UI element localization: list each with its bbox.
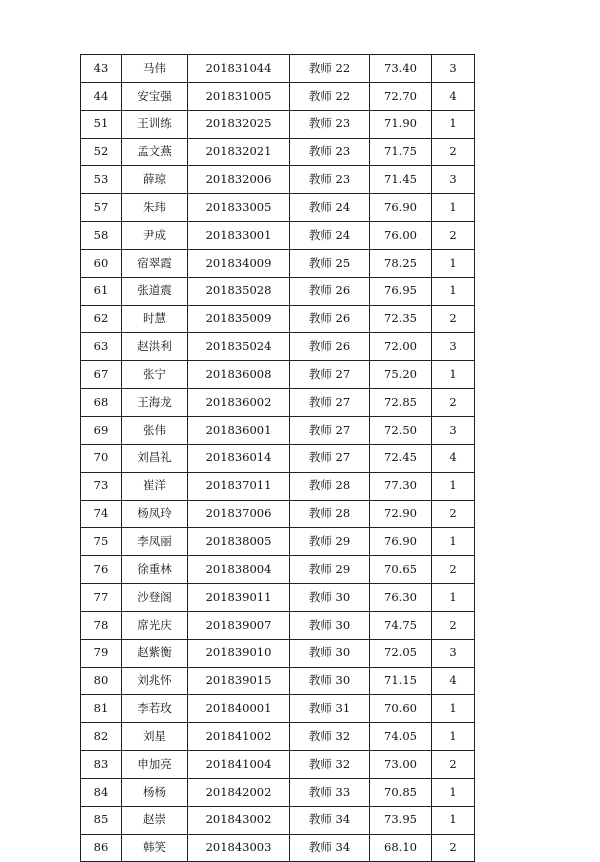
rank-cell: 1 — [432, 110, 475, 138]
table-row — [81, 110, 475, 138]
exam-id-cell: 201842002 — [188, 778, 290, 806]
score-cell: 76.30 — [370, 584, 432, 612]
exam-id-cell: 201837011 — [188, 472, 290, 500]
name-cell: 申加亮 — [122, 751, 188, 779]
seq-cell: 85 — [81, 806, 122, 834]
score-cell: 71.45 — [370, 166, 432, 194]
position-cell: 教师 29 — [290, 528, 370, 556]
exam-id-cell: 201832021 — [188, 138, 290, 166]
name-cell: 刘昌礼 — [122, 444, 188, 472]
seq-cell: 86 — [81, 834, 122, 862]
seq-cell: 51 — [81, 110, 122, 138]
position-cell: 教师 27 — [290, 416, 370, 444]
rank-cell: 1 — [432, 194, 475, 222]
seq-cell: 80 — [81, 667, 122, 695]
position-cell: 教师 26 — [290, 277, 370, 305]
position-cell: 教师 22 — [290, 55, 370, 83]
score-cell: 76.00 — [370, 222, 432, 250]
seq-cell: 60 — [81, 249, 122, 277]
score-cell: 70.65 — [370, 556, 432, 584]
score-cell: 76.95 — [370, 277, 432, 305]
position-cell: 教师 26 — [290, 333, 370, 361]
table-row — [81, 222, 475, 250]
seq-cell: 83 — [81, 751, 122, 779]
table-row — [81, 806, 475, 834]
rank-cell: 1 — [432, 584, 475, 612]
position-cell: 教师 27 — [290, 361, 370, 389]
seq-cell: 53 — [81, 166, 122, 194]
name-cell: 张道震 — [122, 277, 188, 305]
score-cell: 72.35 — [370, 305, 432, 333]
score-cell: 72.90 — [370, 500, 432, 528]
exam-id-cell: 201832006 — [188, 166, 290, 194]
rank-cell: 4 — [432, 667, 475, 695]
name-cell: 韩笑 — [122, 834, 188, 862]
rank-cell: 1 — [432, 277, 475, 305]
score-cell: 70.85 — [370, 778, 432, 806]
exam-id-cell: 201835024 — [188, 333, 290, 361]
name-cell: 王训练 — [122, 110, 188, 138]
rank-cell: 2 — [432, 389, 475, 417]
exam-id-cell: 201831044 — [188, 55, 290, 83]
score-cell: 70.60 — [370, 695, 432, 723]
rank-cell: 2 — [432, 138, 475, 166]
seq-cell: 67 — [81, 361, 122, 389]
exam-id-cell: 201839010 — [188, 639, 290, 667]
seq-cell: 79 — [81, 639, 122, 667]
name-cell: 赵紫衡 — [122, 639, 188, 667]
rank-cell: 3 — [432, 55, 475, 83]
exam-id-cell: 201836002 — [188, 389, 290, 417]
exam-id-cell: 201835028 — [188, 277, 290, 305]
position-cell: 教师 32 — [290, 751, 370, 779]
score-cell: 72.00 — [370, 333, 432, 361]
position-cell: 教师 30 — [290, 584, 370, 612]
rank-cell: 2 — [432, 611, 475, 639]
exam-id-cell: 201838005 — [188, 528, 290, 556]
rank-cell: 2 — [432, 556, 475, 584]
rank-cell: 1 — [432, 778, 475, 806]
position-cell: 教师 34 — [290, 806, 370, 834]
score-cell: 68.10 — [370, 834, 432, 862]
position-cell: 教师 30 — [290, 611, 370, 639]
name-cell: 薛琼 — [122, 166, 188, 194]
table-row — [81, 333, 475, 361]
exam-id-cell: 201834009 — [188, 249, 290, 277]
table-row — [81, 556, 475, 584]
seq-cell: 69 — [81, 416, 122, 444]
score-cell: 72.45 — [370, 444, 432, 472]
table-row — [81, 500, 475, 528]
rank-cell: 2 — [432, 305, 475, 333]
rank-cell: 4 — [432, 444, 475, 472]
table-row — [81, 528, 475, 556]
seq-cell: 75 — [81, 528, 122, 556]
exam-id-cell: 201836001 — [188, 416, 290, 444]
exam-id-cell: 201839011 — [188, 584, 290, 612]
seq-cell: 74 — [81, 500, 122, 528]
position-cell: 教师 27 — [290, 389, 370, 417]
seq-cell: 61 — [81, 277, 122, 305]
seq-cell: 68 — [81, 389, 122, 417]
rank-cell: 1 — [432, 472, 475, 500]
rank-cell: 3 — [432, 166, 475, 194]
rank-cell: 4 — [432, 82, 475, 110]
score-cell: 74.05 — [370, 723, 432, 751]
name-cell: 杨杨 — [122, 778, 188, 806]
exam-id-cell: 201841002 — [188, 723, 290, 751]
exam-id-cell: 201843002 — [188, 806, 290, 834]
rank-cell: 2 — [432, 222, 475, 250]
score-cell: 73.40 — [370, 55, 432, 83]
seq-cell: 52 — [81, 138, 122, 166]
table-row — [81, 723, 475, 751]
score-cell: 73.00 — [370, 751, 432, 779]
name-cell: 李凤丽 — [122, 528, 188, 556]
table-row — [81, 472, 475, 500]
position-cell: 教师 28 — [290, 500, 370, 528]
score-cell: 72.70 — [370, 82, 432, 110]
score-cell: 73.95 — [370, 806, 432, 834]
table-row — [81, 138, 475, 166]
exam-id-cell: 201843003 — [188, 834, 290, 862]
name-cell: 刘星 — [122, 723, 188, 751]
table-row — [81, 695, 475, 723]
table-row — [81, 639, 475, 667]
rank-cell: 1 — [432, 723, 475, 751]
name-cell: 王海龙 — [122, 389, 188, 417]
name-cell: 杨凤玲 — [122, 500, 188, 528]
table-row — [81, 778, 475, 806]
score-cell: 72.50 — [370, 416, 432, 444]
position-cell: 教师 22 — [290, 82, 370, 110]
position-cell: 教师 31 — [290, 695, 370, 723]
exam-id-cell: 201838004 — [188, 556, 290, 584]
position-cell: 教师 23 — [290, 166, 370, 194]
rank-cell: 2 — [432, 500, 475, 528]
exam-id-cell: 201841004 — [188, 751, 290, 779]
rank-cell: 3 — [432, 639, 475, 667]
position-cell: 教师 27 — [290, 444, 370, 472]
name-cell: 沙登阁 — [122, 584, 188, 612]
rank-cell: 3 — [432, 333, 475, 361]
table-row — [81, 249, 475, 277]
rank-cell: 1 — [432, 249, 475, 277]
name-cell: 时慧 — [122, 305, 188, 333]
rank-cell: 1 — [432, 695, 475, 723]
score-table-body — [81, 55, 475, 862]
table-row — [81, 82, 475, 110]
position-cell: 教师 25 — [290, 249, 370, 277]
score-cell: 71.15 — [370, 667, 432, 695]
position-cell: 教师 24 — [290, 194, 370, 222]
score-cell: 72.05 — [370, 639, 432, 667]
position-cell: 教师 23 — [290, 138, 370, 166]
seq-cell: 44 — [81, 82, 122, 110]
table-row — [81, 55, 475, 83]
rank-cell: 1 — [432, 361, 475, 389]
position-cell: 教师 28 — [290, 472, 370, 500]
name-cell: 李若玫 — [122, 695, 188, 723]
score-cell: 71.90 — [370, 110, 432, 138]
name-cell: 崔洋 — [122, 472, 188, 500]
score-table — [80, 54, 475, 862]
table-row — [81, 389, 475, 417]
name-cell: 尹成 — [122, 222, 188, 250]
seq-cell: 43 — [81, 55, 122, 83]
position-cell: 教师 30 — [290, 639, 370, 667]
name-cell: 马伟 — [122, 55, 188, 83]
exam-id-cell: 201837006 — [188, 500, 290, 528]
table-row — [81, 166, 475, 194]
seq-cell: 84 — [81, 778, 122, 806]
exam-id-cell: 201839007 — [188, 611, 290, 639]
table-row — [81, 751, 475, 779]
position-cell: 教师 29 — [290, 556, 370, 584]
seq-cell: 70 — [81, 444, 122, 472]
table-row — [81, 361, 475, 389]
exam-id-cell: 201836014 — [188, 444, 290, 472]
exam-id-cell: 201836008 — [188, 361, 290, 389]
seq-cell: 82 — [81, 723, 122, 751]
exam-id-cell: 201840001 — [188, 695, 290, 723]
name-cell: 孟文燕 — [122, 138, 188, 166]
score-cell: 76.90 — [370, 528, 432, 556]
rank-cell: 2 — [432, 834, 475, 862]
table-row — [81, 305, 475, 333]
seq-cell: 77 — [81, 584, 122, 612]
name-cell: 张宁 — [122, 361, 188, 389]
seq-cell: 76 — [81, 556, 122, 584]
table-row — [81, 611, 475, 639]
position-cell: 教师 23 — [290, 110, 370, 138]
name-cell: 张伟 — [122, 416, 188, 444]
table-row — [81, 667, 475, 695]
rank-cell: 1 — [432, 806, 475, 834]
name-cell: 刘兆怀 — [122, 667, 188, 695]
exam-id-cell: 201839015 — [188, 667, 290, 695]
score-cell: 77.30 — [370, 472, 432, 500]
rank-cell: 2 — [432, 751, 475, 779]
exam-id-cell: 201832025 — [188, 110, 290, 138]
score-cell: 75.20 — [370, 361, 432, 389]
table-row — [81, 277, 475, 305]
table-row — [81, 584, 475, 612]
rank-cell: 1 — [432, 528, 475, 556]
table-row — [81, 194, 475, 222]
table-row — [81, 444, 475, 472]
name-cell: 朱玮 — [122, 194, 188, 222]
position-cell: 教师 33 — [290, 778, 370, 806]
seq-cell: 63 — [81, 333, 122, 361]
seq-cell: 78 — [81, 611, 122, 639]
position-cell: 教师 26 — [290, 305, 370, 333]
position-cell: 教师 30 — [290, 667, 370, 695]
position-cell: 教师 24 — [290, 222, 370, 250]
score-cell: 72.85 — [370, 389, 432, 417]
table-row — [81, 834, 475, 862]
score-cell: 74.75 — [370, 611, 432, 639]
score-cell: 76.90 — [370, 194, 432, 222]
name-cell: 宿翠霞 — [122, 249, 188, 277]
seq-cell: 57 — [81, 194, 122, 222]
seq-cell: 58 — [81, 222, 122, 250]
name-cell: 徐重林 — [122, 556, 188, 584]
score-cell: 71.75 — [370, 138, 432, 166]
seq-cell: 73 — [81, 472, 122, 500]
exam-id-cell: 201835009 — [188, 305, 290, 333]
name-cell: 赵崇 — [122, 806, 188, 834]
seq-cell: 81 — [81, 695, 122, 723]
seq-cell: 62 — [81, 305, 122, 333]
position-cell: 教师 32 — [290, 723, 370, 751]
exam-id-cell: 201833005 — [188, 194, 290, 222]
name-cell: 安宝强 — [122, 82, 188, 110]
table-row — [81, 416, 475, 444]
exam-id-cell: 201833001 — [188, 222, 290, 250]
rank-cell: 3 — [432, 416, 475, 444]
exam-id-cell: 201831005 — [188, 82, 290, 110]
score-cell: 78.25 — [370, 249, 432, 277]
name-cell: 席光庆 — [122, 611, 188, 639]
name-cell: 赵洪利 — [122, 333, 188, 361]
position-cell: 教师 34 — [290, 834, 370, 862]
